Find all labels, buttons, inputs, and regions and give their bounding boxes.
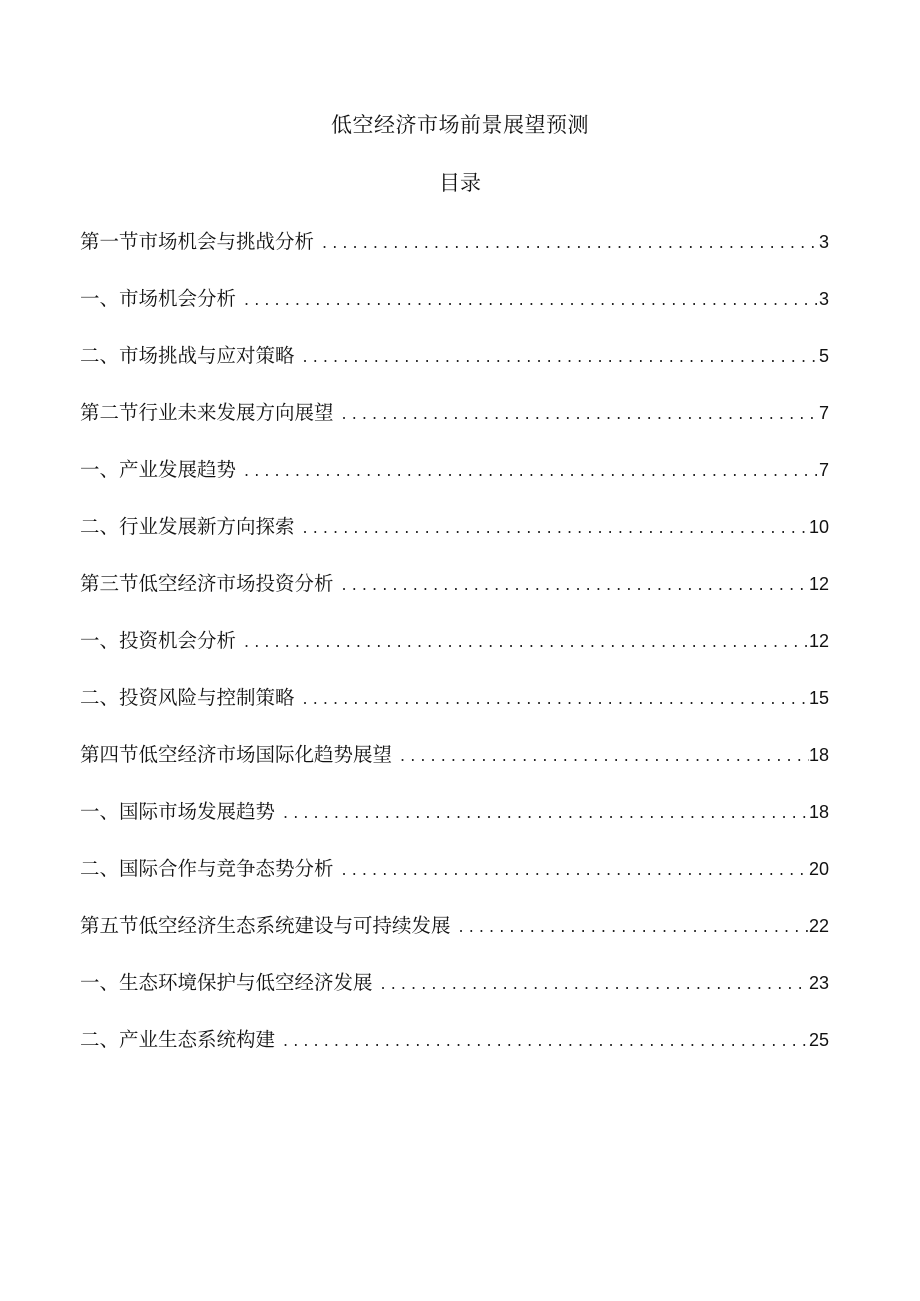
toc-entry[interactable] xyxy=(80,625,829,682)
toc-entry-page: 12 xyxy=(808,574,829,594)
toc-entry[interactable] xyxy=(80,226,829,283)
toc-entry[interactable] xyxy=(80,739,829,796)
toc-entry-page: 12 xyxy=(808,631,829,651)
toc-entry-title: 二、市场挑战与应对策略 xyxy=(80,344,295,367)
toc-heading: 目录 xyxy=(439,171,481,195)
toc-entry-page: 3 xyxy=(818,232,829,252)
toc-entry-page: 3 xyxy=(818,289,829,309)
dot-leader xyxy=(236,626,809,658)
toc-entry[interactable] xyxy=(80,397,829,454)
toc-entry-title: 二、行业发展新方向探索 xyxy=(80,515,295,538)
toc-entry-page: 22 xyxy=(808,916,829,936)
toc-entry-page: 23 xyxy=(808,973,829,993)
toc-entry[interactable] xyxy=(80,454,829,511)
toc-entry-title: 第一节市场机会与挑战分析 xyxy=(80,230,315,253)
toc-entry-page: 10 xyxy=(808,517,829,537)
table-of-contents xyxy=(80,226,829,1081)
toc-entry-title: 二、投资风险与控制策略 xyxy=(80,686,295,709)
dot-leader xyxy=(334,569,809,601)
dot-leader xyxy=(373,968,809,1000)
toc-entry-title: 第四节低空经济市场国际化趋势展望 xyxy=(80,743,393,766)
dot-leader xyxy=(295,512,809,544)
dot-leader xyxy=(451,911,809,943)
toc-entry[interactable] xyxy=(80,682,829,739)
toc-entry[interactable] xyxy=(80,511,829,568)
toc-entry-page: 7 xyxy=(818,460,829,480)
dot-leader xyxy=(295,683,809,715)
toc-entry[interactable] xyxy=(80,568,829,625)
toc-entry-page: 7 xyxy=(818,403,829,423)
dot-leader xyxy=(236,284,819,316)
dot-leader xyxy=(334,398,819,430)
toc-entry-page: 18 xyxy=(808,745,829,765)
toc-entry[interactable] xyxy=(80,796,829,853)
dot-leader xyxy=(236,455,819,487)
toc-entry-page: 25 xyxy=(808,1030,829,1050)
document-title: 低空经济市场前景展望预测 xyxy=(331,113,589,137)
dot-leader xyxy=(275,1025,809,1057)
toc-entry[interactable] xyxy=(80,910,829,967)
toc-entry-title: 第五节低空经济生态系统建设与可持续发展 xyxy=(80,914,451,937)
toc-entry-page: 18 xyxy=(808,802,829,822)
toc-entry-page: 20 xyxy=(808,859,829,879)
dot-leader xyxy=(314,227,819,259)
toc-entry-title: 第二节行业未来发展方向展望 xyxy=(80,401,334,424)
toc-entry-page: 15 xyxy=(808,688,829,708)
toc-entry[interactable] xyxy=(80,967,829,1024)
toc-entry[interactable] xyxy=(80,1024,829,1081)
toc-entry[interactable] xyxy=(80,340,829,397)
toc-entry-title: 一、投资机会分析 xyxy=(80,629,237,652)
dot-leader xyxy=(295,341,819,373)
toc-entry-title: 一、市场机会分析 xyxy=(80,287,237,310)
dot-leader xyxy=(392,740,809,772)
dot-leader xyxy=(275,797,809,829)
toc-entry[interactable] xyxy=(80,283,829,340)
toc-entry-page: 5 xyxy=(818,346,829,366)
toc-entry-title: 一、国际市场发展趋势 xyxy=(80,800,276,823)
toc-entry[interactable] xyxy=(80,853,829,910)
dot-leader xyxy=(334,854,809,886)
toc-entry-title: 第三节低空经济市场投资分析 xyxy=(80,572,334,595)
toc-entry-title: 二、产业生态系统构建 xyxy=(80,1028,276,1051)
toc-entry-title: 二、国际合作与竞争态势分析 xyxy=(80,857,334,880)
toc-entry-title: 一、生态环境保护与低空经济发展 xyxy=(80,971,373,994)
toc-entry-title: 一、产业发展趋势 xyxy=(80,458,237,481)
